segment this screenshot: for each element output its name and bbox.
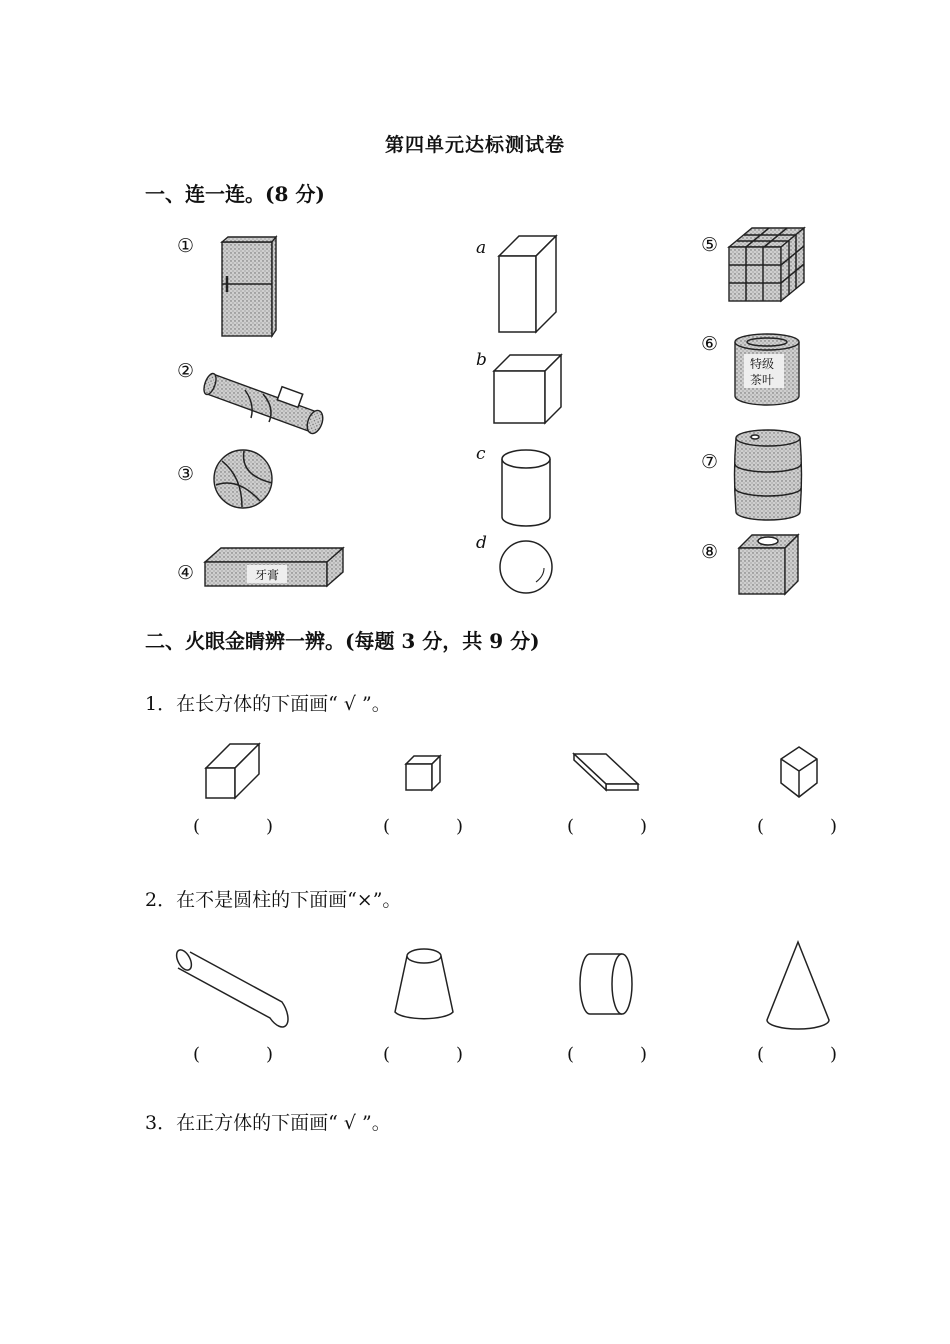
flat-board-icon <box>572 752 642 794</box>
answer-blank[interactable]: ( ) <box>193 816 273 837</box>
tissue-box-icon <box>736 532 802 598</box>
volleyball-icon <box>212 447 276 511</box>
toothpaste-label: 牙膏 <box>254 568 280 582</box>
shape-letter-c: c <box>476 444 486 464</box>
answer-blank[interactable]: ( ) <box>383 816 463 837</box>
object-marker-5: ⑤ <box>701 234 719 256</box>
rubiks-cube-icon <box>726 225 806 305</box>
question-2-text: 2．在不是圆柱的下面画“×”。 <box>145 889 402 911</box>
roll-tube-icon <box>205 360 333 438</box>
object-marker-1: ① <box>177 235 195 257</box>
cuboid-icon <box>496 234 560 338</box>
answer-blank[interactable]: ( ) <box>757 816 837 837</box>
object-marker-4: ④ <box>177 562 195 584</box>
object-marker-2: ② <box>177 360 195 382</box>
slanted-cylinder-icon <box>176 948 290 1022</box>
answer-blank[interactable]: ( ) <box>383 1044 463 1065</box>
cylinder-icon <box>500 447 552 529</box>
toothpaste-box-icon <box>203 544 347 590</box>
page-title: 第四单元达标测试卷 <box>384 134 565 156</box>
frustum-icon <box>393 946 457 1026</box>
shape-letter-b: b <box>476 350 487 370</box>
object-marker-8: ⑧ <box>701 541 719 563</box>
object-marker-6: ⑥ <box>701 333 719 355</box>
tea-can-icon <box>732 332 802 408</box>
cube-icon <box>491 353 565 427</box>
answer-blank[interactable]: ( ) <box>567 1044 647 1065</box>
sphere-icon <box>498 538 556 596</box>
long-cuboid-icon <box>203 742 263 802</box>
section-1-heading: 一、连一连。(8 分) <box>145 182 325 206</box>
tea-can-label-line1: 特级 <box>749 357 775 371</box>
cone-icon <box>765 940 831 1032</box>
answer-blank[interactable]: ( ) <box>757 1044 837 1065</box>
question-1-text: 1．在长方体的下面画“ √ ”。 <box>145 693 391 715</box>
small-cube-icon <box>404 754 444 792</box>
shape-letter-d: d <box>476 533 487 553</box>
object-marker-3: ③ <box>177 463 195 485</box>
answer-blank[interactable]: ( ) <box>193 1044 273 1065</box>
question-3-text: 3．在正方体的下面画“ √ ”。 <box>145 1112 391 1134</box>
tea-can-label-line2: 茶叶 <box>749 373 775 387</box>
short-cylinder-icon <box>578 952 636 1018</box>
section-2-heading: 二、火眼金睛辨一辨。(每题 3 分，共 9 分) <box>145 629 540 653</box>
oil-barrel-icon <box>733 428 803 522</box>
answer-blank[interactable]: ( ) <box>567 816 647 837</box>
hexagon-cube-icon <box>777 745 821 801</box>
shape-letter-a: a <box>476 238 487 258</box>
object-marker-7: ⑦ <box>701 451 719 473</box>
refrigerator-icon <box>218 236 278 340</box>
